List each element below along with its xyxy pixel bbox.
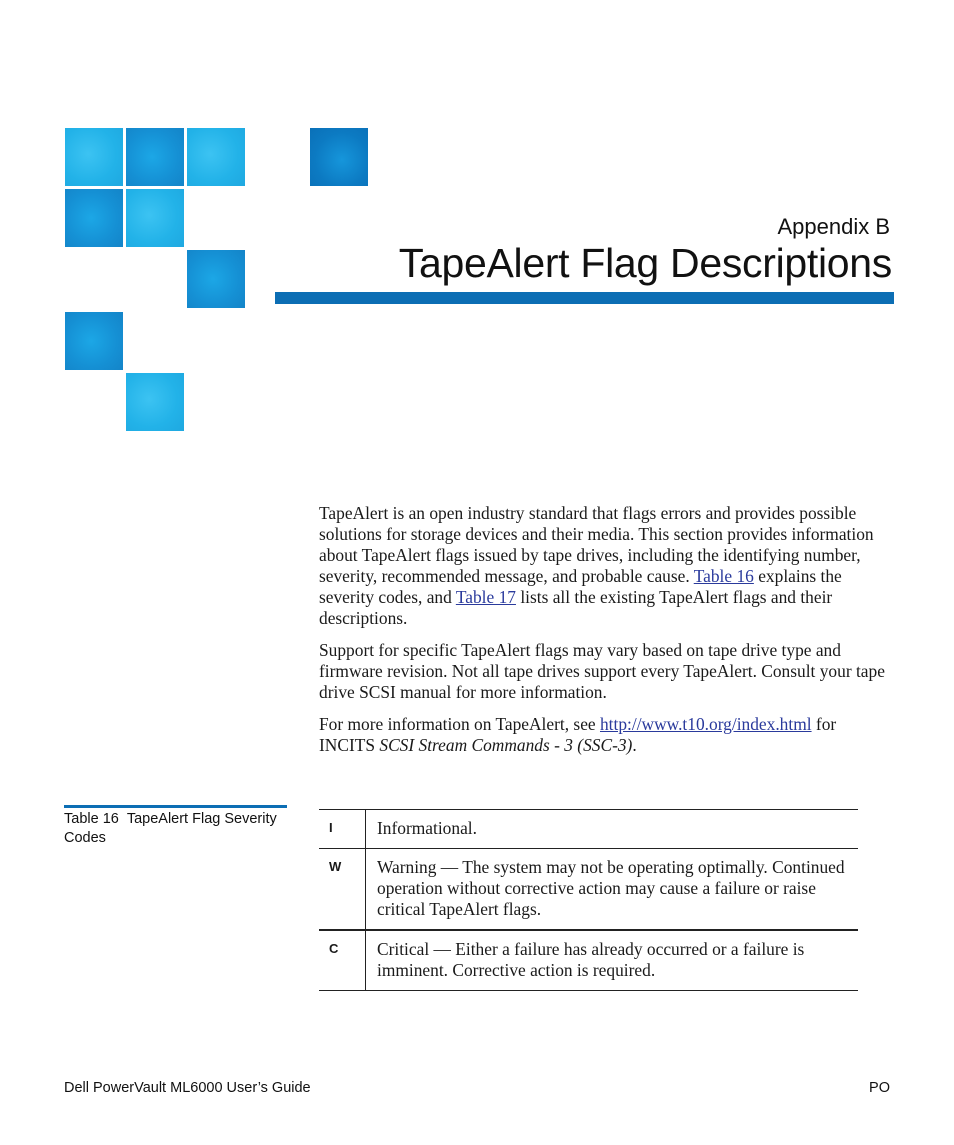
table-caption — [64, 810, 279, 848]
table-17-link[interactable]: Table 17 — [455, 587, 516, 607]
logo-square — [187, 128, 245, 186]
support-paragraph: Support for specific TapeAlert flags may vary based on tape drive type and firmware revision. Not all tape drives support every TapeAlert. Consult your tape drive SCSI manual for more information. — [319, 640, 885, 702]
severity-description: Critical — Either a failure has already occurred or a failure is imminent. Corrective action is required. — [366, 930, 859, 991]
caption-rule — [64, 805, 287, 808]
table-row — [319, 849, 858, 931]
intro-text: lists all the existing TapeAlert flags and their descriptions. — [319, 587, 833, 628]
appendix-label: Appendix B — [777, 214, 890, 239]
table-16-link[interactable]: Table 16 — [693, 566, 754, 586]
reference-text: for INCITS — [319, 714, 837, 755]
reference-paragraph — [319, 714, 894, 756]
t10-link[interactable]: http://www.t10.org/index.html — [599, 714, 812, 734]
logo-square — [126, 373, 184, 431]
severity-code: W — [319, 849, 366, 931]
footer-guide-title: Dell PowerVault ML6000 User’s Guide — [64, 1080, 311, 1096]
table-caption-number: Table 16 — [64, 811, 119, 827]
logo-square — [65, 128, 123, 186]
table-row — [319, 930, 858, 991]
logo-square — [310, 128, 368, 186]
severity-description: Warning — The system may not be operating optimally. Continued operation without corrective action may cause a failure or raise critical TapeAlert flags. — [366, 849, 859, 931]
logo-square — [126, 189, 184, 247]
intro-text: TapeAlert is an open industry standard that flags errors and provides possible solutions for storage devices and their media. This section provides information about TapeAlert flags issued by tape drives, including the identifying number, severity, recommended message, and probable cause. — [319, 503, 874, 586]
severity-codes-table — [319, 809, 858, 991]
ssc3-title: SCSI Stream Commands - 3 (SSC-3) — [379, 735, 633, 755]
intro-section — [319, 503, 894, 767]
table-caption-text: TapeAlert Flag Severity Codes — [64, 811, 277, 846]
intro-text: explains the severity codes, and — [319, 566, 842, 607]
table-row — [319, 810, 858, 849]
logo-square — [187, 250, 245, 308]
intro-paragraph — [319, 503, 894, 629]
reference-text: . — [632, 735, 637, 755]
logo-square — [65, 189, 123, 247]
title-rule — [275, 292, 894, 304]
footer-page-number: PO — [869, 1080, 890, 1096]
severity-description: Informational. — [366, 810, 859, 849]
logo-square — [65, 312, 123, 370]
logo-square — [126, 128, 184, 186]
severity-code: I — [319, 810, 366, 849]
reference-text: For more information on TapeAlert, see — [319, 714, 600, 734]
page-title: TapeAlert Flag Descriptions — [398, 240, 892, 286]
severity-code: C — [319, 930, 366, 991]
